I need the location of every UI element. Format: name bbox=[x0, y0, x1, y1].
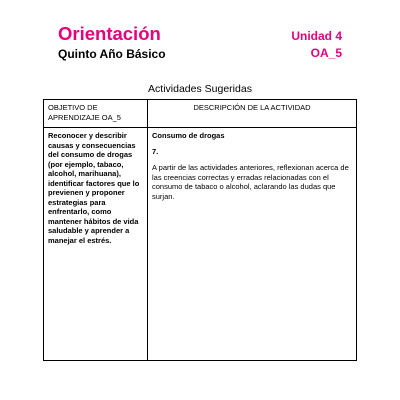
page-title: Orientación bbox=[58, 23, 161, 44]
header-left bbox=[58, 24, 166, 61]
objective-header: OBJETIVO DE APRENDIZAJE OA_5 bbox=[44, 100, 148, 128]
description-header: DESCRIPCIÓN DE LA ACTIVIDAD bbox=[148, 100, 357, 128]
activity-number: 7. bbox=[152, 146, 159, 156]
unit-label: Unidad 4 bbox=[291, 29, 342, 43]
oa-label: OA_5 bbox=[310, 46, 342, 60]
activity-description: A partir de las actividades anteriores, reflexionan acerca de las creencias correctas y erradas relacionadas con el consumo de tabaco o alcohol, aclarando las dudas que surjan. bbox=[152, 163, 349, 201]
activity-title: Consumo de drogas bbox=[152, 131, 225, 140]
table-header-row bbox=[44, 100, 357, 128]
description-cell bbox=[148, 128, 357, 361]
objective-cell: Reconocer y describir causas y consecuencias del consumo de drogas (por ejemplo, tabaco, alcohol, marihuana), identificar factores que lo previenen y proponer estrategias para enfrentarlo, como mantener hábitos de vida saludable y aprender a manejar el estrés. bbox=[44, 128, 148, 361]
activity-table bbox=[43, 99, 357, 361]
page-subtitle: Quinto Año Básico bbox=[58, 47, 166, 61]
header-right bbox=[291, 29, 342, 60]
section-title: Actividades Sugeridas bbox=[148, 83, 252, 95]
table-row bbox=[44, 128, 357, 361]
